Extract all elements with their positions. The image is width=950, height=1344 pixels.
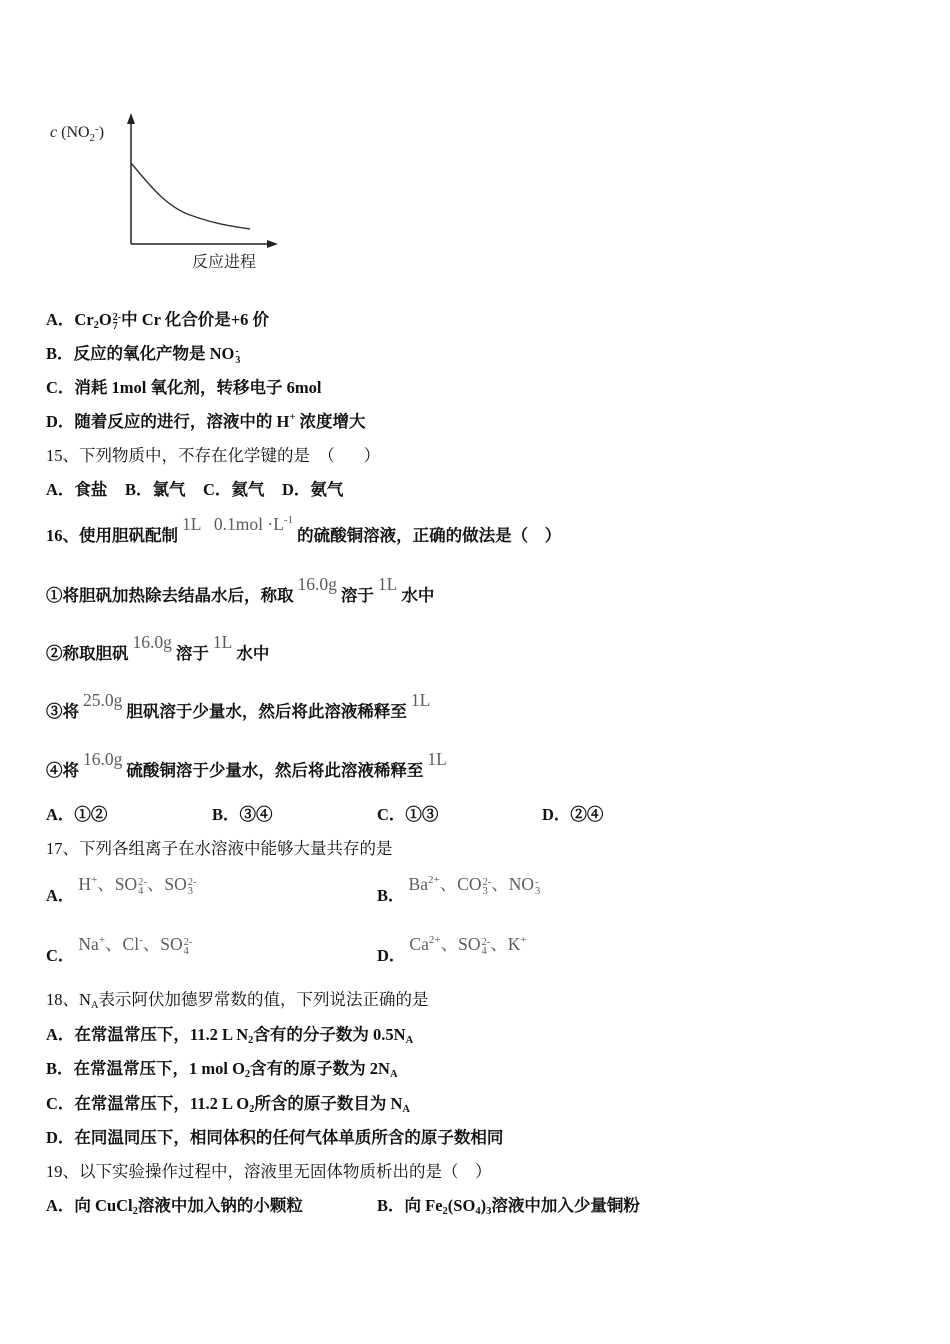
subscript: A xyxy=(405,1035,414,1046)
text: D． xyxy=(377,946,406,965)
formula xyxy=(213,632,232,652)
text: 浓度增大 xyxy=(295,412,366,431)
text: B．在常温常压下，1 mol O xyxy=(46,1059,245,1078)
y-axis-close: ) xyxy=(98,124,105,141)
q15-option-c xyxy=(203,479,264,501)
text: B．反应的氧化产物是 NO xyxy=(46,344,235,363)
superscript: 2- xyxy=(138,876,147,888)
q18-option-d xyxy=(46,1127,503,1149)
text: 、SO xyxy=(97,874,138,894)
text: B．氯气 xyxy=(125,480,186,499)
text: 溶于 xyxy=(175,644,209,663)
text: (SO xyxy=(447,1196,476,1215)
q16-item-2 xyxy=(46,632,270,664)
text: 18、N xyxy=(46,990,91,1009)
superscript: 2- xyxy=(187,876,197,888)
subscript: 4 xyxy=(481,946,487,957)
text: 1L xyxy=(377,574,398,594)
text: C． xyxy=(46,946,75,965)
text: 17、下列各组离子在水溶液中能够大量共存的是 xyxy=(46,839,393,858)
formula xyxy=(408,874,541,897)
text: D．②④ xyxy=(542,805,604,824)
q19-option-b xyxy=(377,1195,640,1217)
superscript: 2- xyxy=(482,876,492,888)
q15-option-a xyxy=(46,479,107,501)
q16-option-d xyxy=(542,804,603,826)
text: ④将 xyxy=(46,761,79,780)
superscript: 2+ xyxy=(428,934,441,946)
text: ) xyxy=(480,1196,487,1215)
q17-stem xyxy=(46,838,393,860)
text: 、SO xyxy=(440,934,481,954)
text: 19、以下实验操作过程中，溶液里无固体物质析出的是（ ） xyxy=(46,1162,492,1181)
y-axis-label xyxy=(50,123,104,144)
text: 1L xyxy=(427,749,447,769)
q14-option-d xyxy=(46,411,365,433)
q18-option-b xyxy=(46,1058,398,1080)
superscript: 2- xyxy=(481,936,491,948)
superscript: - xyxy=(535,876,539,888)
subscript: 4 xyxy=(138,886,144,897)
q18-stem xyxy=(46,989,429,1011)
superscript: 2- xyxy=(183,936,193,948)
text: 水中 xyxy=(236,644,270,663)
superscript: - xyxy=(235,346,239,357)
subscript: A xyxy=(402,1104,410,1115)
stacked-script xyxy=(235,347,240,365)
text: C．①③ xyxy=(377,805,439,824)
text: 、SO xyxy=(142,934,183,954)
formula xyxy=(83,749,122,769)
q15-stem xyxy=(46,445,380,467)
text: A．在常温常压下，11.2 L N xyxy=(46,1025,249,1044)
subscript: 2 xyxy=(442,1206,448,1217)
text: D．随着反应的进行，溶液中的 H xyxy=(46,412,290,431)
text: C．消耗 1mol 氧化剂，转移电子 6mol xyxy=(46,378,322,397)
subscript: 3 xyxy=(482,886,488,897)
text: B．③④ xyxy=(212,805,273,824)
superscript: -1 xyxy=(283,514,294,526)
text: Na xyxy=(78,934,99,954)
q14-option-a xyxy=(46,309,269,331)
formula xyxy=(409,934,527,957)
q17-option-a xyxy=(46,874,201,906)
subscript: 3 xyxy=(187,886,194,897)
text: 的硫酸铜溶液，正确的做法是（ ） xyxy=(297,526,562,545)
q15-option-d xyxy=(282,479,343,501)
q18-option-c xyxy=(46,1093,410,1115)
subscript: 2 xyxy=(244,1069,251,1080)
text: A．①② xyxy=(46,805,108,824)
text: 含有的分子数为 0.5N xyxy=(253,1025,406,1044)
text: A．向 CuCl xyxy=(46,1196,133,1215)
formula xyxy=(182,514,293,534)
superscript: + xyxy=(91,874,98,886)
text: H xyxy=(78,874,92,894)
concentration-curve-figure xyxy=(0,0,300,290)
text: ①将胆矾加热除去结晶水后，称取 xyxy=(46,586,294,605)
text: 1L 0.1mol ·L xyxy=(182,514,284,534)
decay-curve xyxy=(131,163,250,229)
text: 溶液中加入钠的小颗粒 xyxy=(137,1196,303,1215)
stacked-script xyxy=(483,878,492,897)
q17-option-b xyxy=(377,874,544,906)
text: C．氦气 xyxy=(203,480,265,499)
text: 、Cl xyxy=(105,934,140,954)
stacked-script xyxy=(184,938,193,957)
formula xyxy=(427,749,446,769)
formula xyxy=(133,632,172,652)
q14-option-b xyxy=(46,343,240,365)
text: 水中 xyxy=(401,586,435,605)
superscript: - xyxy=(139,934,143,946)
text: 16、使用胆矾配制 xyxy=(46,526,178,545)
subscript: A xyxy=(90,1000,99,1011)
formula xyxy=(83,690,122,710)
subscript: 4 xyxy=(475,1206,481,1217)
x-axis-arrow xyxy=(267,240,278,248)
q19-stem xyxy=(46,1161,492,1183)
text: O xyxy=(98,310,112,329)
text: 、SO xyxy=(146,874,187,894)
text: 含有的原子数为 2N xyxy=(250,1059,390,1078)
stacked-script xyxy=(188,878,197,897)
text: 表示阿伏加德罗常数的值，下列说法正确的是 xyxy=(98,990,429,1009)
superscript: + xyxy=(520,934,527,946)
text: ②称取胆矾 xyxy=(46,644,129,663)
y-axis-superscript: - xyxy=(95,123,99,135)
subscript: 3 xyxy=(535,886,541,897)
q19-option-a xyxy=(46,1195,303,1217)
subscript: 2 xyxy=(132,1206,138,1217)
subscript: 3 xyxy=(235,355,241,366)
subscript: 4 xyxy=(183,946,189,957)
q17-option-d xyxy=(377,934,531,966)
q16-option-c xyxy=(377,804,438,826)
text: D．在同温同压下，相同体积的任何气体单质所含的原子数相同 xyxy=(46,1128,504,1147)
y-axis-variable: c xyxy=(50,124,58,141)
formula xyxy=(78,934,193,957)
text: 25.0g xyxy=(83,690,123,710)
subscript: 7 xyxy=(112,321,118,332)
stacked-script xyxy=(535,878,540,897)
q16-option-b xyxy=(212,804,273,826)
text: 16.0g xyxy=(297,574,337,594)
q18-option-a xyxy=(46,1024,413,1046)
q16-stem xyxy=(46,514,562,546)
stacked-script xyxy=(138,878,147,897)
text: 溶液中加入少量铜粉 xyxy=(491,1196,640,1215)
y-axis-arrow xyxy=(127,113,135,124)
x-axis-label: 反应进程 xyxy=(192,252,257,271)
formula xyxy=(411,690,430,710)
text: ③将 xyxy=(46,702,79,721)
q17-option-c xyxy=(46,934,196,966)
text: C．在常温常压下，11.2 L O xyxy=(46,1094,250,1113)
formula xyxy=(298,574,337,594)
text: Ca xyxy=(409,934,429,954)
subscript: 2 xyxy=(249,1104,255,1115)
text: 所含的原子数目为 N xyxy=(254,1094,403,1113)
subscript: 3 xyxy=(486,1206,492,1217)
q14-option-c xyxy=(46,377,321,399)
q15-option-b xyxy=(125,479,186,501)
text: A．Cr xyxy=(46,310,94,329)
superscript: 2+ xyxy=(427,874,440,886)
text: 、CO xyxy=(439,874,482,894)
subscript: 2 xyxy=(248,1035,254,1046)
text: 16.0g xyxy=(132,632,172,652)
y-axis-subscript: 2 xyxy=(89,132,96,144)
formula xyxy=(378,574,397,594)
text: 溶于 xyxy=(340,586,374,605)
text: B．向 Fe xyxy=(377,1196,443,1215)
text: 硫酸铜溶于少量水，然后将此溶液稀释至 xyxy=(126,761,424,780)
q16-option-a xyxy=(46,804,107,826)
subscript: 2 xyxy=(93,320,99,331)
superscript: + xyxy=(98,934,106,946)
text: Ba xyxy=(408,874,428,894)
text: A． xyxy=(46,886,75,905)
text: 1L xyxy=(212,632,233,652)
y-axis-species: (NO xyxy=(57,124,90,141)
superscript: + xyxy=(289,412,296,423)
text: 、NO xyxy=(491,874,535,894)
text: B． xyxy=(377,886,405,905)
stacked-script xyxy=(481,938,490,957)
q16-item-4 xyxy=(46,749,451,781)
text: A．食盐 xyxy=(46,480,108,499)
text: D．氨气 xyxy=(282,480,344,499)
text: 胆矾溶于少量水，然后将此溶液稀释至 xyxy=(126,702,407,721)
text: 15、下列物质中，不存在化学键的是 （ ） xyxy=(46,446,381,465)
text: 1L xyxy=(410,690,431,710)
q16-item-1 xyxy=(46,574,435,606)
formula xyxy=(78,874,197,897)
stacked-script xyxy=(113,313,121,331)
text: 、K xyxy=(490,934,521,954)
subscript: A xyxy=(389,1069,398,1080)
q16-item-3 xyxy=(46,690,434,722)
text: 中 Cr 化合价是+6 价 xyxy=(121,310,270,329)
superscript: 2- xyxy=(112,312,122,323)
text: 16.0g xyxy=(83,749,123,769)
